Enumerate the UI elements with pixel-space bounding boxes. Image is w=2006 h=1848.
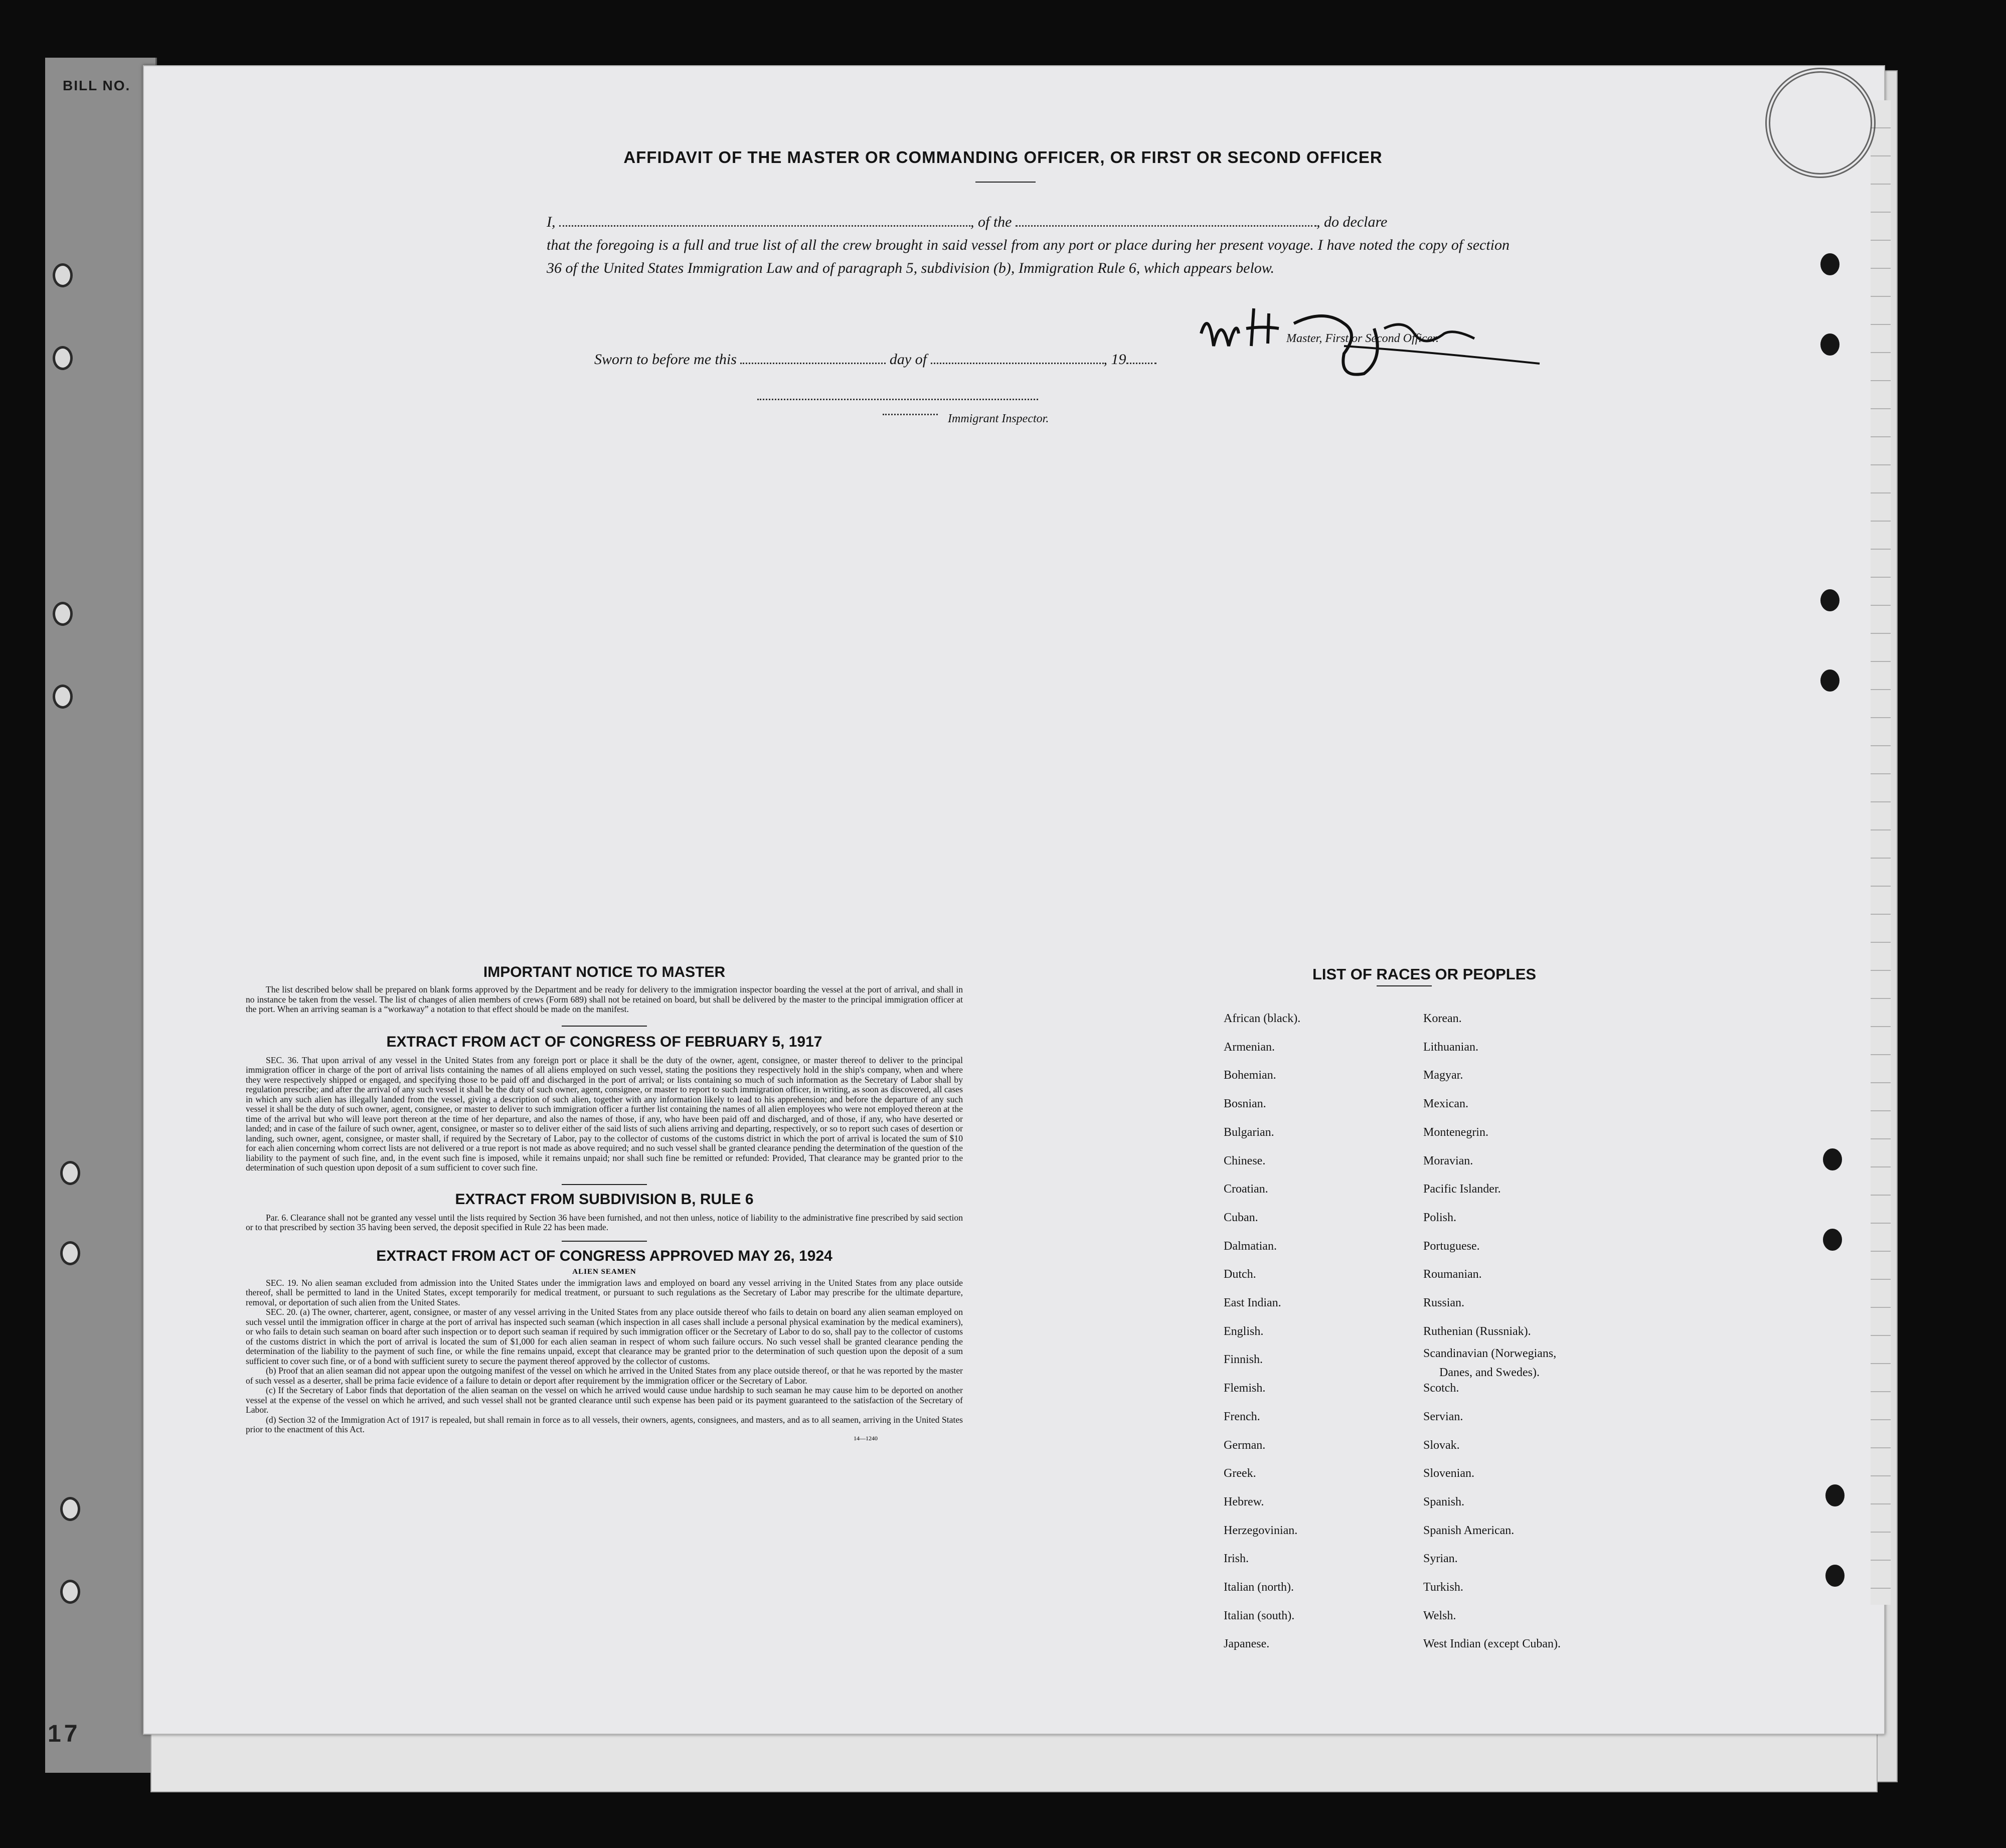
race-item: Bulgarian. — [1224, 1125, 1274, 1139]
race-item: Dalmatian. — [1224, 1239, 1277, 1253]
binder-hole-icon — [60, 1241, 80, 1265]
race-item: French. — [1224, 1410, 1260, 1423]
race-item: Slovenian. — [1423, 1467, 1474, 1480]
race-item: West Indian (except Cuban). — [1423, 1637, 1561, 1651]
race-item: Dutch. — [1224, 1268, 1256, 1281]
race-item: Greek. — [1224, 1467, 1256, 1480]
day-blank — [740, 352, 886, 364]
race-item: Turkish. — [1423, 1581, 1463, 1594]
binder-hole-icon — [60, 1161, 80, 1185]
race-item: Cuban. — [1224, 1211, 1258, 1224]
extract-1924-paragraph: SEC. 19. No alien seaman excluded from admission into the United States under the immigration laws and employed on board any vessel arriving in the United States from any place outside thereof, shall be permitted to land in the United States, except temporarily for medical treatment, or pursuant to such regulations as the Secretary of Labor may prescribe for the ultimate departure, removal, or deportation of such alien from the United States. — [246, 1277, 963, 1307]
extract-1924-paragraph: (d) Section 32 of the Immigration Act of 1917 is repealed, but shall remain in force as to all vessels, their owners, agents, consignees, and masters, and as to all seamen, arriving in the United States prior to the enactment of this Act. — [246, 1414, 963, 1434]
race-item: East Indian. — [1224, 1296, 1281, 1309]
sworn-line — [594, 351, 1156, 368]
divider — [562, 1026, 647, 1027]
binder-hole-icon — [53, 602, 73, 626]
affidavit-title: AFFIDAVIT OF THE MASTER OR COMMANDING OFFICER, OR FIRST OR SECOND OFFICER — [623, 148, 1383, 166]
race-item: German. — [1224, 1438, 1266, 1452]
extract-rule6-text: Par. 6. Clearance shall not be granted any vessel until the lists required by Section 36 have been furnished, and not then unless, notice of liability to the administrative fine prescribed by said section or to that prescribed by section 35 having been served, the deposit specified in Rule 22 has been made. — [246, 1212, 963, 1232]
race-item: Servian. — [1423, 1410, 1463, 1423]
binder-hole-icon — [53, 263, 73, 287]
race-item: Finnish. — [1224, 1353, 1263, 1367]
punch-hole-icon — [1820, 253, 1840, 275]
race-item: Magyar. — [1423, 1069, 1463, 1082]
corner-number: 17 — [48, 1721, 81, 1747]
race-item: Spanish. — [1423, 1495, 1465, 1508]
punch-hole-icon — [1820, 589, 1840, 611]
race-item: African (black). — [1224, 1012, 1301, 1025]
race-item: Italian (north). — [1224, 1581, 1294, 1594]
punch-hole-icon — [1825, 1484, 1845, 1506]
inspector-caption: Immigrant Inspector. — [948, 412, 1049, 425]
race-item: Montenegrin. — [1423, 1125, 1488, 1139]
ruled-edge — [1871, 100, 1891, 1605]
race-item: Armenian. — [1224, 1040, 1275, 1054]
declaration-first-line — [547, 211, 1510, 234]
binder-hole-icon — [53, 346, 73, 370]
declaration-i: I, — [547, 214, 556, 230]
bill-number-label: BILL NO. — [63, 78, 131, 93]
punch-hole-icon — [1823, 1229, 1842, 1251]
name-blank — [559, 214, 970, 227]
extract-1917-text: SEC. 36. That upon arrival of any vessel in the United States from any foreign port or place it shall be the duty of the owner, agent, consignee, or master thereof to deliver to the principal immigration officer in charge of the port of arrival lists containing the names of all aliens employed on such vessel, stating the positions they respectively hold in the ship's company, when and where they were respectively shipped or engaged, and specifying those to be paid off and discharged in the port of arrival; or lists containing so much of such information as the Secretary of Labor shall by regulation prescribe; and after the arrival of any such vessel it shall be the duty of such owner, agent, consignee, or master to report to such immigration officer, in writing, as soon as discovered, all cases in which any such alien has illegally landed from the vessel, giving a description of such alien, together with any information likely to lead to his apprehension; and before the departure of any such vessel it shall be the duty of such owner, agent, consignee, or master to deliver to such immigration officer a further list containing the names of all alien employees who were not employed thereon at the time of the arrival but who will leave port thereon at the time of her departure, and also the names of those, if any, who have been paid off and discharged, and of those, if any, who have deserted or landed; and in case of the failure of such owner, agent, consignee, or master so to deliver either of the said lists of such aliens arriving and departing, respectively, or so to report such cases of desertion or landing, such owner, agent, consignee, or master shall, if required by the Secretary of Labor, pay to the collector of customs of the customs district in which the port of arrival is located the sum of $10 for each alien concerning whom correct lists are not delivered or a true report is not made as above required; and no such vessel shall be granted clearance pending the determination of the question of the liability to the payment of such fine, and, in the event such fine is imposed, while it remains unpaid; nor shall such fine be remitted or refunded: Provided, That clearance may be granted prior to the determination of such question upon deposit of a sum sufficient to cover such fine. — [246, 1055, 963, 1172]
extract-rule6-title: EXTRACT FROM SUBDIVISION B, RULE 6 — [455, 1191, 754, 1208]
race-item: English. — [1224, 1324, 1264, 1338]
inspector-signature-blank — [757, 399, 1038, 400]
form-number: 14—1240 — [854, 1434, 878, 1442]
race-item: Croatian. — [1224, 1183, 1268, 1196]
race-item: Herzegovinian. — [1224, 1524, 1298, 1537]
extract-1924-paragraph: (c) If the Secretary of Labor finds that deportation of the alien seaman on the vessel on which he arrived would cause undue hardship to such seaman he may cause him to be deported on another vessel at the expense of the vessel on which he arrived, and such vessel shall not be granted clearance until such expense has been paid or its payment guaranteed to the satisfaction of the Secretary of Labor. — [246, 1385, 963, 1415]
race-item: Japanese. — [1224, 1637, 1270, 1651]
race-item: Chinese. — [1224, 1154, 1266, 1167]
divider — [1377, 985, 1432, 986]
race-item: Bosnian. — [1224, 1097, 1266, 1111]
sworn-year: , 19 — [1103, 351, 1126, 368]
race-item: Ruthenian (Russniak). — [1423, 1324, 1531, 1338]
race-item: Irish. — [1224, 1552, 1249, 1566]
divider — [975, 182, 1036, 183]
punch-hole-icon — [1825, 1565, 1845, 1587]
race-item: Pacific Islander. — [1423, 1183, 1501, 1196]
race-item: Spanish American. — [1423, 1524, 1515, 1537]
race-item: Lithuanian. — [1423, 1040, 1478, 1054]
binder-hole-icon — [53, 685, 73, 709]
race-item: Welsh. — [1423, 1609, 1456, 1622]
races-title: LIST OF RACES OR PEOPLES — [1312, 965, 1537, 983]
divider — [562, 1184, 647, 1185]
race-item: Portuguese. — [1423, 1239, 1480, 1253]
race-item: Scotch. — [1423, 1382, 1459, 1395]
notice-title: IMPORTANT NOTICE TO MASTER — [483, 964, 726, 980]
binder-hole-icon — [60, 1497, 80, 1521]
extract-1917-title: EXTRACT FROM ACT OF CONGRESS OF FEBRUARY 5, 1917 — [386, 1033, 822, 1050]
binder-hole-icon — [60, 1580, 80, 1604]
extract-1924-paragraph: SEC. 20. (a) The owner, charterer, agent, consignee, or master of any vessel arriving in the United States from any place outside thereof who fails to detain on board any alien seaman employed on such vessel until the immigration officer in charge at the port of arrival has inspected such seaman (which inspection in all cases shall include a personal physical examination by the medical examiners), or who fails to detain such seaman on board after such inspection or to deport such seaman if required by such immigration officer or the Secretary of Labor to do so, shall pay to the collector of customs of the customs district in which the port of arrival is located the sum of $1,000 for each alien seaman in respect of whom such failure occurs. No such vessel shall be granted clearance pending the determination of the liability to the payment of such fine, or while the fine remains unpaid, except that clearance may be granted prior to the determination of such question upon the deposit of a sum sufficient to cover such fine, or of a bond with sufficient surety to secure the payment thereof approved by the collector of customs. — [246, 1307, 963, 1366]
vessel-blank — [1016, 214, 1316, 227]
affidavit-declaration — [547, 211, 1510, 280]
punch-hole-icon — [1823, 1148, 1842, 1170]
race-item: Roumanian. — [1423, 1268, 1482, 1281]
sworn-day-of: day of — [889, 351, 927, 368]
race-item: Danes, and Swedes). — [1439, 1366, 1540, 1380]
race-item: Flemish. — [1224, 1382, 1266, 1395]
year-blank — [1126, 352, 1156, 364]
legal-notices — [246, 964, 963, 1442]
signature-caption: Master, First or Second Officer. — [1286, 332, 1439, 345]
race-item: Italian (south). — [1224, 1609, 1295, 1622]
race-item: Hebrew. — [1224, 1495, 1264, 1508]
race-item: Russian. — [1423, 1296, 1465, 1309]
punch-hole-icon — [1820, 669, 1840, 692]
race-item: Slovak. — [1423, 1438, 1460, 1452]
extract-1924-title: EXTRACT FROM ACT OF CONGRESS APPROVED MAY 26, 1924 — [376, 1247, 832, 1264]
race-item: Korean. — [1423, 1012, 1462, 1025]
punch-hole-icon — [1820, 333, 1840, 356]
extract-1924-subtitle: ALIEN SEAMEN — [572, 1267, 636, 1276]
sworn-prefix: Sworn to before me this — [594, 351, 737, 368]
declaration-do-declare: , do declare — [1316, 214, 1388, 230]
declaration-of-the: , of the — [970, 214, 1012, 230]
race-item: Polish. — [1423, 1211, 1457, 1224]
notice-text: The list described below shall be prepared on blank forms approved by the Department and be ready for delivery to the immigration inspector boarding the vessel at the port of arrival, and shall in no instance be taken from the vessel. The list of changes of alien members of crews (Form 689) shall not be retained on board, but shall be delivered by the master to the principal immigration officer at the port. When an arriving seaman is a “workaway” a notation to that effect should be made on the manifest. — [246, 984, 963, 1014]
race-item: Scandinavian (Norwegians, — [1423, 1347, 1557, 1361]
document-page — [143, 65, 1885, 1735]
race-item: Moravian. — [1423, 1154, 1473, 1167]
race-item: Bohemian. — [1224, 1069, 1276, 1082]
race-item: Mexican. — [1423, 1097, 1468, 1111]
month-blank — [931, 352, 1104, 364]
declaration-body: that the foregoing is a full and true list of all the crew brought in said vessel from any port or place during her present voyage. I have noted the copy of section 36 of the United States Immigration Law and of paragraph 5, subdivision (b), Immigration Rule 6, which appears below. — [547, 237, 1510, 276]
race-item: Syrian. — [1423, 1552, 1458, 1566]
extract-1924-paragraph: (b) Proof that an alien seaman did not appear upon the outgoing manifest of the vessel on which he arrived in the United States from any place outside thereof, or that he was reported by the master of such vessel as a deserter, shall be prima facie evidence of a failure to detain or deport after requirement by the immigration officer or the Secretary of Labor. — [246, 1366, 963, 1386]
inspector-signature-blank — [883, 414, 938, 415]
divider — [562, 1241, 647, 1242]
